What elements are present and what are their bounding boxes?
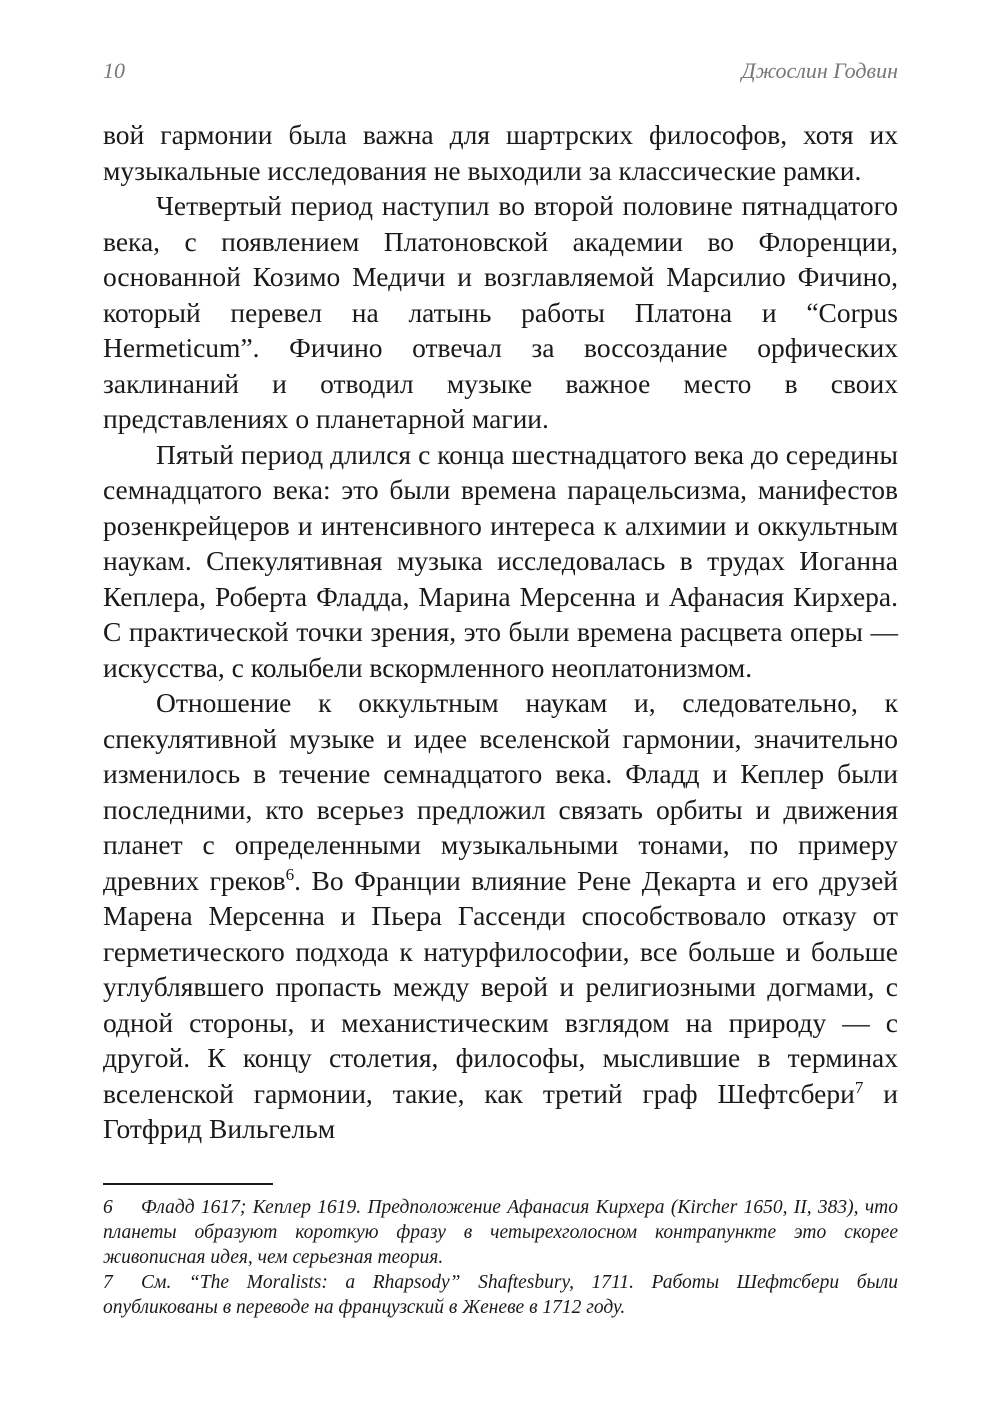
footnote	[103, 1270, 898, 1320]
paragraph-occult-sciences	[103, 685, 898, 1147]
paragraph-fourth-period: Четвертый период наступил во второй половине пятнадцатого века, с появлением Платоновской академии во Флоренции, основанной Козимо Медичи и возглавляемой Марсилио Фичино, который перевел на латынь работы Платона и “Corpus Hermeticum”. Фичино отвечал за воссоздание орфических заклинаний и отводил музыке важное место в своих представлениях о планетарной магии.	[103, 190, 898, 434]
main-text	[103, 117, 898, 1147]
page-number: 10	[103, 58, 125, 83]
footnote-divider	[103, 1183, 273, 1185]
footnote-number: 7	[103, 1272, 113, 1293]
running-head	[103, 58, 898, 92]
footnote-text: См. “The Moralists: a Rhapsody” Shaftesbury, 1711. Работы Шефтсбери были опубликованы в переводе на французский в Женеве в 1712 году.	[103, 1272, 898, 1318]
footnote	[103, 1195, 898, 1270]
paragraph-text-part: Отношение к оккультным наукам и, следовательно, к спекулятивной музыке и идее вселенской гармонии, значительно изменилось в течение семнадцатого века. Фладд и Кеплер были последними, кто всерьез предложил связать орбиты и движения планет с определенными музыкальными тонами, по примеру древних греков	[103, 687, 898, 896]
paragraph-text-part: . Во Франции влияние Рене Декарта и его друзей Марена Мерсенна и Пьера Гассенди способствовало отказу от герметического подхода к натурфилософии, все больше и больше углублявшего пропасть между верой и религиозными догмами, с одной стороны, и механистическим взглядом на природу — с другой. К концу столетия, философы, мыслившие в терминах вселенской гармонии, такие, как третий граф Шефтсбери	[103, 864, 898, 1109]
footnote-number: 6	[103, 1197, 113, 1218]
paragraph-fifth-period: Пятый период длился с конца шестнадцатого века до середины семнадцатого века: это были времена парацельсизма, манифестов розенкрейцеров и интенсивного интереса к алхимии и оккультным наукам. Спекулятивная музыка исследовалась в трудах Иоганна Кеплера, Роберта Фладда, Марина Мерсенна и Афанасия Кирхера. С практической точки зрения, это были времена расцвета оперы — искусства, с колыбели вскормленного неоплатонизмом.	[103, 438, 898, 683]
paragraph-text-part: и Готфрид Вильгельм	[103, 1077, 898, 1144]
footnote-reference: 6	[285, 864, 295, 884]
footnote-text: Фладд 1617; Кеплер 1619. Предположение Афанасия Кирхера (Kircher 1650, II, 383), что планеты образуют короткую фразу в четырехголосном контрапункте это скорее живописная идея, чем серьезная теория.	[103, 1197, 898, 1268]
paragraph-continued: вой гармонии была важна для шартрских философов, хотя их музыкальные исследования не выходили за классические рамки.	[103, 119, 898, 186]
running-head-author: Джослин Годвин	[741, 58, 898, 83]
footnote-reference: 7	[854, 1077, 864, 1097]
footnotes	[103, 1195, 898, 1320]
